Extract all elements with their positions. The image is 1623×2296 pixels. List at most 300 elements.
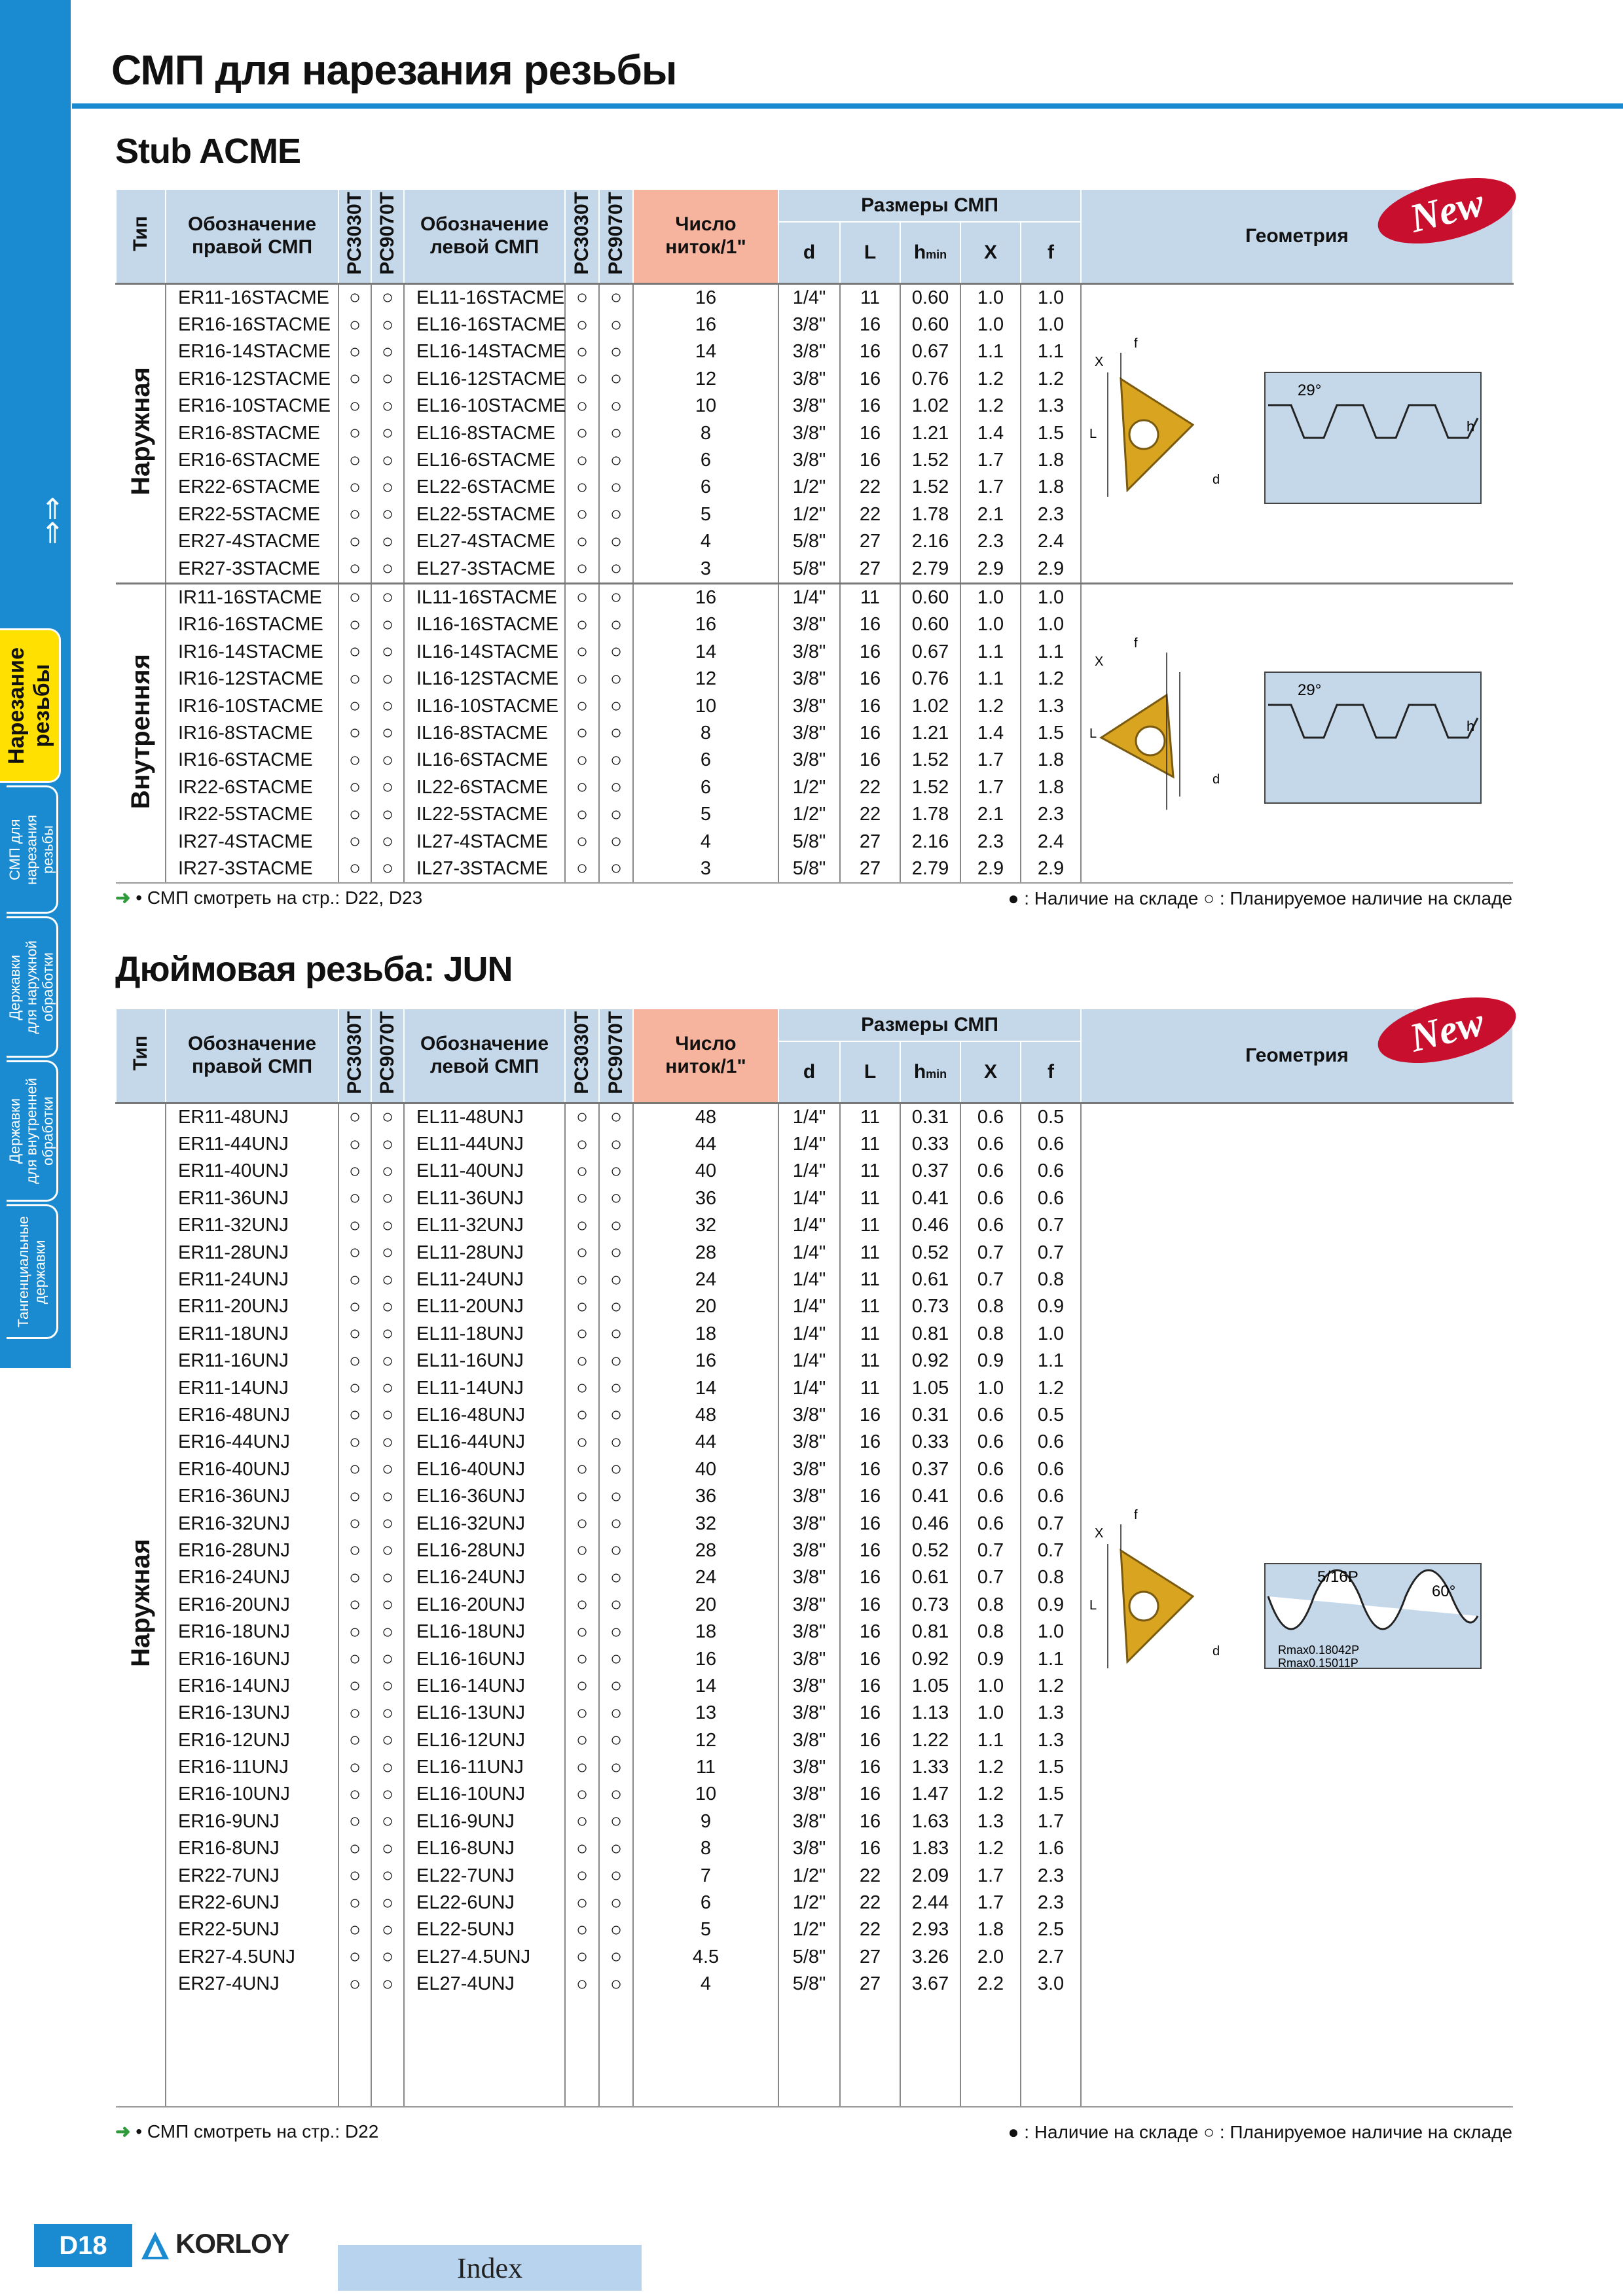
right-designation-cell: ER11-40UNJ xyxy=(166,1158,338,1185)
d-cell: 3/8" xyxy=(778,1808,840,1835)
threads-cell: 36 xyxy=(633,1185,778,1212)
f-cell: 0.8 xyxy=(1021,1564,1081,1591)
header-left-designation: Обозначение левой СМП xyxy=(404,189,565,283)
index-button[interactable]: Index xyxy=(338,2245,642,2291)
L-cell xyxy=(840,2052,900,2079)
left-designation-cell: EL16-32UNJ xyxy=(404,1510,565,1537)
X-cell: 2.3 xyxy=(960,528,1021,555)
left-designation-cell: EL16-6STACME xyxy=(404,447,565,474)
X-cell: 1.2 xyxy=(960,1835,1021,1862)
d-cell: 3/8" xyxy=(778,666,840,692)
grade1-stock-mark: ○ xyxy=(338,1185,371,1212)
header-left-designation: Обозначение левой СМП xyxy=(404,1009,565,1103)
L-cell: 11 xyxy=(840,1239,900,1266)
d-cell: 3/8" xyxy=(778,1510,840,1537)
grade2-stock-mark: ○ xyxy=(371,1266,404,1293)
grade1-stock-mark: ○ xyxy=(338,1835,371,1862)
header-L: L xyxy=(840,1041,900,1103)
grade2-stock-mark: ○ xyxy=(371,666,404,692)
grade2-stock-mark: ○ xyxy=(371,1510,404,1537)
hmin-cell: 2.93 xyxy=(900,1916,960,1943)
header-geometry: Геометрия xyxy=(1081,1009,1513,1103)
svg-text:60°: 60° xyxy=(1432,1583,1456,1601)
hmin-cell: 2.09 xyxy=(900,1862,960,1889)
pointer-icon: ➜ xyxy=(115,888,131,908)
grade1-stock-mark xyxy=(338,2025,371,2052)
L-cell: 16 xyxy=(840,1754,900,1781)
grade2-left-stock-mark xyxy=(599,2079,633,2107)
grade2-stock-mark: ○ xyxy=(371,1619,404,1645)
L-cell: 11 xyxy=(840,283,900,312)
svg-text:L: L xyxy=(1089,726,1097,742)
type-label: Внутренняя xyxy=(126,653,155,809)
hmin-cell: 0.92 xyxy=(900,1348,960,1374)
d-cell: 5/8" xyxy=(778,528,840,555)
f-cell: 0.8 xyxy=(1021,1266,1081,1293)
grade2-left-stock-mark: ○ xyxy=(599,420,633,446)
grade1-left-stock-mark: ○ xyxy=(565,1673,599,1700)
grade2-left-stock-mark: ○ xyxy=(599,1402,633,1429)
right-designation-cell xyxy=(166,2079,338,2107)
hmin-cell: 1.63 xyxy=(900,1808,960,1835)
grade2-left-stock-mark: ○ xyxy=(599,1266,633,1293)
hmin-cell: 1.52 xyxy=(900,774,960,801)
type-label: Наружная xyxy=(126,1539,155,1668)
X-cell: 1.2 xyxy=(960,1754,1021,1781)
grade2-left-stock-mark: ○ xyxy=(599,774,633,801)
right-designation-cell: IR11-16STACME xyxy=(166,583,338,611)
grade1-stock-mark: ○ xyxy=(338,1537,371,1564)
f-cell: 0.6 xyxy=(1021,1185,1081,1212)
L-cell: 27 xyxy=(840,855,900,883)
X-cell: 0.9 xyxy=(960,1348,1021,1374)
korloy-logo-icon xyxy=(140,2231,170,2261)
L-cell: 16 xyxy=(840,1673,900,1700)
threads-cell: 48 xyxy=(633,1103,778,1131)
threads-cell: 28 xyxy=(633,1537,778,1564)
threads-cell: 14 xyxy=(633,338,778,365)
grade1-left-stock-mark: ○ xyxy=(565,1103,599,1131)
right-designation-cell: ER11-36UNJ xyxy=(166,1185,338,1212)
d-cell: 3/8" xyxy=(778,1645,840,1672)
right-designation-cell: IR16-6STACME xyxy=(166,747,338,774)
new-badge xyxy=(1368,982,1525,1073)
left-designation-cell xyxy=(404,2079,565,2107)
threads-cell: 32 xyxy=(633,1212,778,1239)
threads-cell: 16 xyxy=(633,312,778,338)
d-cell: 1/2" xyxy=(778,801,840,828)
f-cell: 1.0 xyxy=(1021,611,1081,638)
grade1-stock-mark: ○ xyxy=(338,1131,371,1158)
header-X: X xyxy=(960,222,1021,283)
hmin-cell: 0.31 xyxy=(900,1103,960,1131)
grade2-stock-mark: ○ xyxy=(371,1944,404,1971)
hmin-cell: 1.05 xyxy=(900,1374,960,1401)
header-type: Тип xyxy=(116,1009,166,1103)
hmin-cell: 2.79 xyxy=(900,555,960,583)
X-cell: 2.9 xyxy=(960,555,1021,583)
right-designation-cell: ER16-6STACME xyxy=(166,447,338,474)
header-X: X xyxy=(960,1041,1021,1103)
grade2-left-stock-mark: ○ xyxy=(599,666,633,692)
left-designation-cell: EL11-28UNJ xyxy=(404,1239,565,1266)
f-cell xyxy=(1021,2079,1081,2107)
svg-text:h: h xyxy=(1467,718,1475,735)
grade2-stock-mark xyxy=(371,2079,404,2107)
f-cell: 1.3 xyxy=(1021,1700,1081,1727)
right-designation-cell: ER16-20UNJ xyxy=(166,1592,338,1619)
d-cell: 1/4" xyxy=(778,1212,840,1239)
grade2-stock-mark xyxy=(371,2052,404,2079)
threads-cell: 4.5 xyxy=(633,1944,778,1971)
right-designation-cell: ER16-12UNJ xyxy=(166,1727,338,1753)
grade1-left-stock-mark xyxy=(565,2052,599,2079)
grade1-left-stock-mark: ○ xyxy=(565,338,599,365)
X-cell: 1.0 xyxy=(960,312,1021,338)
tab-internal-holders[interactable]: Державки для внутренней обработки xyxy=(7,1060,58,1202)
left-designation-cell: IL16-14STACME xyxy=(404,639,565,666)
grade2-left-stock-mark: ○ xyxy=(599,338,633,365)
right-designation-cell: ER11-14UNJ xyxy=(166,1374,338,1401)
legend-jun: ● : Наличие на складе ○ : Планируемое наличие на складе xyxy=(1008,2122,1512,2142)
threads-cell: 6 xyxy=(633,1890,778,1916)
X-cell: 1.0 xyxy=(960,283,1021,312)
L-cell: 16 xyxy=(840,393,900,420)
d-cell: 3/8" xyxy=(778,1402,840,1429)
d-cell: 3/8" xyxy=(778,720,840,747)
note-jun: ➜ • СМП смотреть на стр.: D22 xyxy=(115,2121,379,2142)
X-cell: 1.1 xyxy=(960,666,1021,692)
grade1-stock-mark: ○ xyxy=(338,774,371,801)
threads-cell: 10 xyxy=(633,393,778,420)
threads-cell: 20 xyxy=(633,1592,778,1619)
grade1-left-stock-mark: ○ xyxy=(565,1429,599,1456)
grade2-left-stock-mark: ○ xyxy=(599,1483,633,1510)
threads-cell: 12 xyxy=(633,366,778,393)
grade1-left-stock-mark: ○ xyxy=(565,1510,599,1537)
hmin-cell: 1.05 xyxy=(900,1673,960,1700)
grade1-left-stock-mark: ○ xyxy=(565,1971,599,1998)
hmin-cell: 1.02 xyxy=(900,692,960,719)
table-row xyxy=(116,583,1513,611)
brand-name: KORLOY xyxy=(175,2228,289,2259)
threads-cell: 44 xyxy=(633,1429,778,1456)
L-cell: 11 xyxy=(840,1266,900,1293)
grade2-stock-mark: ○ xyxy=(371,1374,404,1401)
L-cell: 16 xyxy=(840,611,900,638)
X-cell: 0.6 xyxy=(960,1456,1021,1483)
hmin-cell xyxy=(900,2079,960,2107)
L-cell: 16 xyxy=(840,1483,900,1510)
right-designation-cell xyxy=(166,2025,338,2052)
threads-cell: 13 xyxy=(633,1700,778,1727)
grade1-stock-mark: ○ xyxy=(338,555,371,583)
left-designation-cell: EL27-4STACME xyxy=(404,528,565,555)
grade1-stock-mark: ○ xyxy=(338,1158,371,1185)
grade1-left-stock-mark: ○ xyxy=(565,1862,599,1889)
grade2-left-stock-mark: ○ xyxy=(599,555,633,583)
f-cell: 2.9 xyxy=(1021,555,1081,583)
hmin-cell: 1.83 xyxy=(900,1835,960,1862)
grade1-stock-mark: ○ xyxy=(338,474,371,501)
grade1-stock-mark: ○ xyxy=(338,1510,371,1537)
L-cell: 16 xyxy=(840,1808,900,1835)
grade2-left-stock-mark: ○ xyxy=(599,474,633,501)
grade2-stock-mark: ○ xyxy=(371,1158,404,1185)
hmin-cell: 1.52 xyxy=(900,747,960,774)
grade2-left-stock-mark: ○ xyxy=(599,692,633,719)
d-cell: 3/8" xyxy=(778,692,840,719)
d-cell: 1/4" xyxy=(778,1185,840,1212)
hmin-cell: 0.76 xyxy=(900,666,960,692)
grade2-stock-mark: ○ xyxy=(371,583,404,611)
left-designation-cell: EL16-10STACME xyxy=(404,393,565,420)
grade2-left-stock-mark: ○ xyxy=(599,1212,633,1239)
f-cell: 1.0 xyxy=(1021,1321,1081,1348)
grade1-left-stock-mark: ○ xyxy=(565,1781,599,1808)
L-cell: 16 xyxy=(840,338,900,365)
stub-acme-table xyxy=(115,188,1514,884)
hmin-cell: 1.13 xyxy=(900,1700,960,1727)
header-dimensions: Размеры СМП xyxy=(778,189,1081,222)
f-cell: 1.5 xyxy=(1021,420,1081,446)
grade2-left-stock-mark: ○ xyxy=(599,1321,633,1348)
left-designation-cell: IL16-8STACME xyxy=(404,720,565,747)
grade1-left-stock-mark: ○ xyxy=(565,611,599,638)
grade2-stock-mark: ○ xyxy=(371,1293,404,1320)
threads-cell xyxy=(633,1998,778,2024)
left-designation-cell xyxy=(404,1998,565,2024)
tab-external-holders[interactable]: Державки для наружной обработки xyxy=(7,916,58,1058)
right-designation-cell: ER16-44UNJ xyxy=(166,1429,338,1456)
grade2-stock-mark: ○ xyxy=(371,312,404,338)
tab-threading-inserts[interactable]: СМП для нарезания резьбы xyxy=(7,785,58,914)
f-cell: 0.6 xyxy=(1021,1483,1081,1510)
tab-threading[interactable]: Нарезание резьбы xyxy=(0,628,61,783)
grade1-left-stock-mark: ○ xyxy=(565,774,599,801)
f-cell: 1.2 xyxy=(1021,366,1081,393)
X-cell: 0.7 xyxy=(960,1239,1021,1266)
X-cell: 0.6 xyxy=(960,1402,1021,1429)
f-cell: 2.4 xyxy=(1021,528,1081,555)
svg-text:f: f xyxy=(1134,636,1138,651)
svg-text:X: X xyxy=(1095,1526,1104,1541)
L-cell: 11 xyxy=(840,1293,900,1320)
header-grade1-left: PC3030T xyxy=(565,1009,599,1103)
d-cell: 1/4" xyxy=(778,1374,840,1401)
f-cell: 1.8 xyxy=(1021,447,1081,474)
grade2-stock-mark: ○ xyxy=(371,1483,404,1510)
grade1-stock-mark: ○ xyxy=(338,1212,371,1239)
grade1-stock-mark: ○ xyxy=(338,1429,371,1456)
threads-cell: 40 xyxy=(633,1158,778,1185)
svg-text:d: d xyxy=(1213,473,1220,488)
grade1-stock-mark: ○ xyxy=(338,338,371,365)
right-designation-cell: ER16-24UNJ xyxy=(166,1564,338,1591)
right-designation-cell: ER11-32UNJ xyxy=(166,1212,338,1239)
X-cell: 1.7 xyxy=(960,1890,1021,1916)
f-cell: 2.7 xyxy=(1021,1944,1081,1971)
header-grade1: PC3030T xyxy=(338,189,371,283)
X-cell: 0.6 xyxy=(960,1510,1021,1537)
svg-text:f: f xyxy=(1134,1508,1138,1523)
grade2-left-stock-mark: ○ xyxy=(599,747,633,774)
grade1-left-stock-mark: ○ xyxy=(565,1212,599,1239)
d-cell xyxy=(778,2079,840,2107)
hmin-cell: 0.81 xyxy=(900,1321,960,1348)
left-designation-cell: EL11-18UNJ xyxy=(404,1321,565,1348)
grade1-left-stock-mark: ○ xyxy=(565,1700,599,1727)
svg-text:New: New xyxy=(1405,180,1489,242)
grade2-stock-mark: ○ xyxy=(371,855,404,883)
grade1-left-stock-mark xyxy=(565,2025,599,2052)
hmin-cell: 0.37 xyxy=(900,1456,960,1483)
X-cell: 1.0 xyxy=(960,583,1021,611)
f-cell: 1.8 xyxy=(1021,474,1081,501)
grade1-stock-mark: ○ xyxy=(338,1808,371,1835)
left-designation-cell: EL16-48UNJ xyxy=(404,1402,565,1429)
L-cell: 22 xyxy=(840,1862,900,1889)
grade2-left-stock-mark xyxy=(599,2025,633,2052)
X-cell: 1.8 xyxy=(960,1916,1021,1943)
d-cell: 3/8" xyxy=(778,1700,840,1727)
threads-cell: 8 xyxy=(633,1835,778,1862)
L-cell: 16 xyxy=(840,1429,900,1456)
f-cell: 1.1 xyxy=(1021,639,1081,666)
left-designation-cell: EL11-44UNJ xyxy=(404,1131,565,1158)
grade2-stock-mark: ○ xyxy=(371,1835,404,1862)
right-designation-cell: IR27-3STACME xyxy=(166,855,338,883)
right-designation-cell: ER16-8UNJ xyxy=(166,1835,338,1862)
d-cell: 1/4" xyxy=(778,583,840,611)
internal-geometry-diagram xyxy=(1082,633,1501,829)
L-cell: 16 xyxy=(840,747,900,774)
grade2-stock-mark: ○ xyxy=(371,1429,404,1456)
left-designation-cell: IL27-3STACME xyxy=(404,855,565,883)
right-designation-cell: IR27-4STACME xyxy=(166,828,338,855)
left-designation-cell: EL11-24UNJ xyxy=(404,1266,565,1293)
grade2-left-stock-mark: ○ xyxy=(599,1158,633,1185)
threads-cell: 5 xyxy=(633,801,778,828)
svg-text:L: L xyxy=(1089,1598,1097,1613)
hmin-cell: 3.67 xyxy=(900,1971,960,1998)
grade2-left-stock-mark: ○ xyxy=(599,1348,633,1374)
f-cell: 0.5 xyxy=(1021,1402,1081,1429)
tab-tangential-holders[interactable]: Тангенциальные державки xyxy=(7,1204,58,1339)
grade1-left-stock-mark: ○ xyxy=(565,720,599,747)
grade2-left-stock-mark: ○ xyxy=(599,1835,633,1862)
L-cell xyxy=(840,2079,900,2107)
X-cell: 0.9 xyxy=(960,1645,1021,1672)
grade1-stock-mark xyxy=(338,2079,371,2107)
f-cell: 0.9 xyxy=(1021,1293,1081,1320)
threads-cell: 14 xyxy=(633,1374,778,1401)
X-cell: 0.6 xyxy=(960,1429,1021,1456)
grade2-stock-mark: ○ xyxy=(371,1212,404,1239)
grade2-left-stock-mark: ○ xyxy=(599,1619,633,1645)
grade2-stock-mark: ○ xyxy=(371,1700,404,1727)
hmin-cell: 1.22 xyxy=(900,1727,960,1753)
L-cell: 11 xyxy=(840,1131,900,1158)
grade1-left-stock-mark: ○ xyxy=(565,1374,599,1401)
grade2-stock-mark: ○ xyxy=(371,1348,404,1374)
left-designation-cell: EL11-40UNJ xyxy=(404,1158,565,1185)
grade2-left-stock-mark: ○ xyxy=(599,1103,633,1131)
X-cell: 0.6 xyxy=(960,1158,1021,1185)
L-cell: 16 xyxy=(840,666,900,692)
grade2-left-stock-mark: ○ xyxy=(599,1239,633,1266)
f-cell: 1.7 xyxy=(1021,1808,1081,1835)
grade2-stock-mark: ○ xyxy=(371,611,404,638)
grade1-stock-mark: ○ xyxy=(338,420,371,446)
d-cell: 3/8" xyxy=(778,312,840,338)
header-threads: Число ниток/1" xyxy=(633,1009,778,1103)
X-cell: 1.1 xyxy=(960,1727,1021,1753)
header-L: L xyxy=(840,222,900,283)
grade2-left-stock-mark: ○ xyxy=(599,283,633,312)
grade2-left-stock-mark: ○ xyxy=(599,1727,633,1753)
X-cell: 2.1 xyxy=(960,501,1021,528)
d-cell: 3/8" xyxy=(778,747,840,774)
grade2-left-stock-mark: ○ xyxy=(599,312,633,338)
left-designation-cell: EL11-20UNJ xyxy=(404,1293,565,1320)
d-cell: 5/8" xyxy=(778,555,840,583)
right-designation-cell: ER16-40UNJ xyxy=(166,1456,338,1483)
d-cell: 3/8" xyxy=(778,1835,840,1862)
f-cell: 3.0 xyxy=(1021,1971,1081,1998)
left-designation-cell: EL22-7UNJ xyxy=(404,1862,565,1889)
grade2-stock-mark: ○ xyxy=(371,1808,404,1835)
hmin-cell: 0.41 xyxy=(900,1185,960,1212)
left-designation-cell: EL16-12UNJ xyxy=(404,1727,565,1753)
hmin-cell: 1.78 xyxy=(900,501,960,528)
threads-cell: 8 xyxy=(633,420,778,446)
header-dimensions: Размеры СМП xyxy=(778,1009,1081,1041)
hmin-cell: 1.21 xyxy=(900,720,960,747)
d-cell: 3/8" xyxy=(778,1483,840,1510)
grade1-stock-mark: ○ xyxy=(338,1862,371,1889)
header-hmin: hmin xyxy=(900,1041,960,1103)
header-right-designation: Обозначение правой СМП xyxy=(166,1009,338,1103)
left-designation-cell: EL11-48UNJ xyxy=(404,1103,565,1131)
right-designation-cell: ER27-4UNJ xyxy=(166,1971,338,1998)
L-cell: 27 xyxy=(840,528,900,555)
grade1-left-stock-mark: ○ xyxy=(565,1321,599,1348)
grade2-left-stock-mark: ○ xyxy=(599,1944,633,1971)
threads-cell: 18 xyxy=(633,1321,778,1348)
hmin-cell: 0.33 xyxy=(900,1429,960,1456)
grade1-left-stock-mark: ○ xyxy=(565,1645,599,1672)
right-designation-cell: ER11-48UNJ xyxy=(166,1103,338,1131)
header-grade2: PC9070T xyxy=(371,189,404,283)
X-cell: 0.8 xyxy=(960,1619,1021,1645)
grade1-stock-mark: ○ xyxy=(338,1916,371,1943)
section-title-jun: Дюймовая резьба: JUN xyxy=(115,950,513,989)
grade2-stock-mark: ○ xyxy=(371,1727,404,1753)
L-cell: 11 xyxy=(840,1321,900,1348)
hmin-cell: 0.33 xyxy=(900,1131,960,1158)
grade2-left-stock-mark: ○ xyxy=(599,1374,633,1401)
X-cell: 0.7 xyxy=(960,1537,1021,1564)
grade1-stock-mark: ○ xyxy=(338,1483,371,1510)
L-cell: 16 xyxy=(840,420,900,446)
f-cell: 2.9 xyxy=(1021,855,1081,883)
grade1-stock-mark: ○ xyxy=(338,1456,371,1483)
d-cell: 3/8" xyxy=(778,1781,840,1808)
f-cell: 0.9 xyxy=(1021,1592,1081,1619)
grade2-stock-mark: ○ xyxy=(371,1645,404,1672)
grade2-left-stock-mark: ○ xyxy=(599,1781,633,1808)
